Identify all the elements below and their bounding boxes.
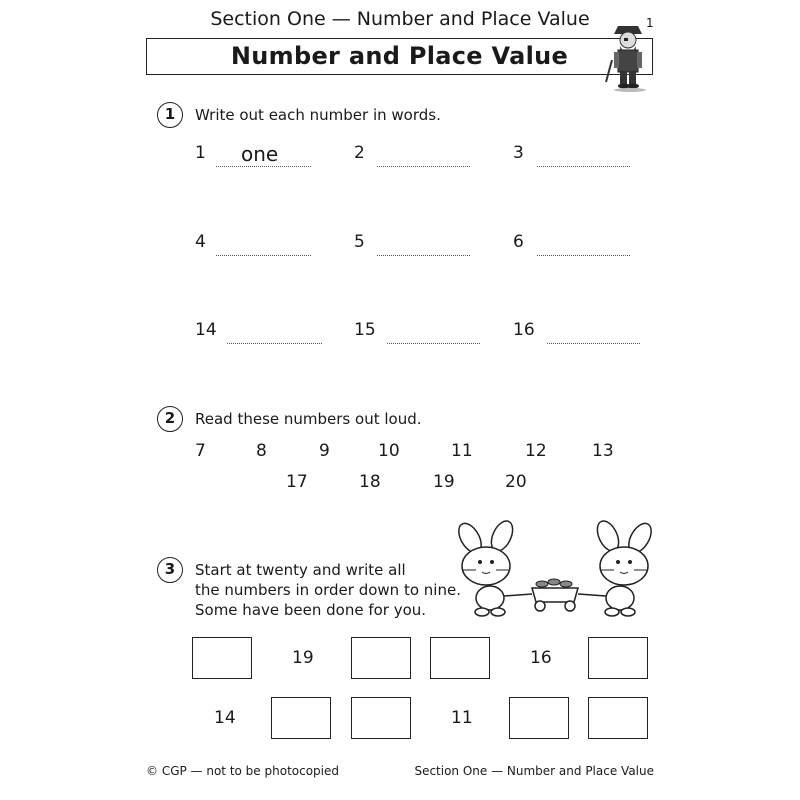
item-number: 2 — [354, 143, 365, 163]
answer-line[interactable] — [216, 255, 311, 256]
question-3-line: Start at twenty and write all — [195, 561, 406, 579]
answer-box[interactable] — [351, 637, 411, 679]
given-number: 19 — [292, 648, 314, 668]
answer-box[interactable] — [430, 637, 490, 679]
answer-line[interactable] — [227, 343, 322, 344]
read-number: 9 — [319, 441, 330, 461]
footer-copyright: © CGP — not to be photocopied — [146, 764, 340, 778]
read-number: 8 — [256, 441, 267, 461]
answer-box[interactable] — [271, 697, 331, 739]
read-number: 19 — [433, 472, 455, 492]
question-3-line: Some have been done for you. — [195, 601, 427, 619]
page-number: 1 — [646, 16, 654, 30]
item-number: 14 — [195, 320, 217, 340]
answer-line[interactable] — [537, 255, 630, 256]
section-header: Section One — Number and Place Value — [210, 8, 590, 30]
answer-line[interactable] — [537, 166, 630, 167]
question-1-text: Write out each number in words. — [195, 106, 441, 124]
read-number: 18 — [359, 472, 381, 492]
given-number: 14 — [214, 708, 236, 728]
given-number: 11 — [451, 708, 473, 728]
read-number: 7 — [195, 441, 206, 461]
read-number: 10 — [378, 441, 400, 461]
question-3-line: the numbers in order down to nine. — [195, 581, 461, 599]
answer-box[interactable] — [588, 697, 648, 739]
item-number: 16 — [513, 320, 535, 340]
item-number: 4 — [195, 232, 206, 252]
read-number: 13 — [592, 441, 614, 461]
item-number: 1 — [195, 143, 206, 163]
question-number-2: 2 — [157, 406, 183, 432]
answer-box[interactable] — [351, 697, 411, 739]
item-number: 5 — [354, 232, 365, 252]
page-title: Number and Place Value — [230, 42, 569, 70]
answer-line[interactable] — [547, 343, 640, 344]
read-number: 20 — [505, 472, 527, 492]
answer-line[interactable] — [216, 166, 311, 167]
answer-text[interactable]: one — [241, 142, 279, 166]
item-number: 6 — [513, 232, 524, 252]
bunnies-illustration — [450, 518, 660, 618]
answer-line[interactable] — [377, 166, 470, 167]
item-number: 15 — [354, 320, 376, 340]
item-number: 3 — [513, 143, 524, 163]
answer-box[interactable] — [192, 637, 252, 679]
answer-line[interactable] — [387, 343, 480, 344]
read-number: 17 — [286, 472, 308, 492]
given-number: 16 — [530, 648, 552, 668]
read-number: 11 — [451, 441, 473, 461]
answer-line[interactable] — [377, 255, 470, 256]
question-number-1: 1 — [157, 102, 183, 128]
question-number-3: 3 — [157, 557, 183, 583]
read-number: 12 — [525, 441, 547, 461]
footer-section: Section One — Number and Place Value — [414, 764, 654, 778]
answer-box[interactable] — [509, 697, 569, 739]
question-2-text: Read these numbers out loud. — [195, 410, 422, 428]
answer-box[interactable] — [588, 637, 648, 679]
pirate-illustration — [600, 20, 656, 92]
